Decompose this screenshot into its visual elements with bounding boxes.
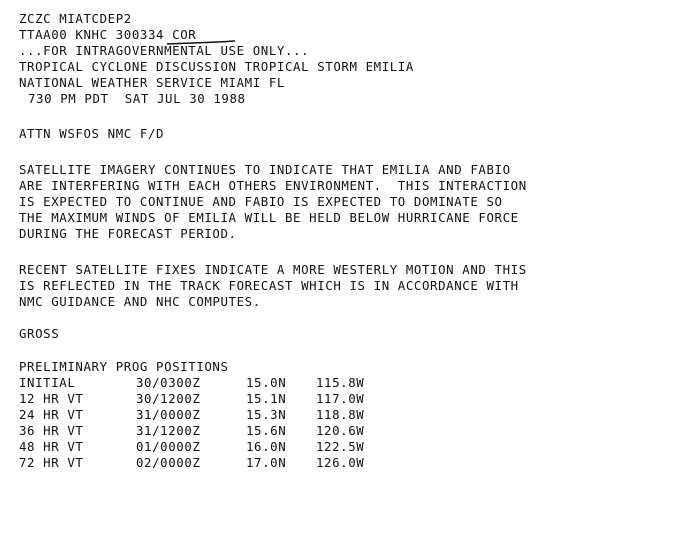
header-id-line	[19, 27, 196, 43]
forecast-longitude: 120.6W	[316, 423, 365, 438]
forecast-time: 30/1200Z	[136, 391, 201, 406]
forecast-time: 31/1200Z	[136, 423, 201, 438]
forecast-latitude: 15.3N	[246, 407, 287, 422]
forecast-time: 02/0000Z	[136, 455, 201, 470]
signature: GROSS	[19, 326, 60, 341]
forecast-longitude: 126.0W	[316, 455, 365, 470]
correction-mark	[172, 27, 196, 43]
forecast-label: 12 HR VT	[19, 391, 84, 406]
forecast-label: 72 HR VT	[19, 455, 84, 470]
forecast-time: 31/0000Z	[136, 407, 201, 422]
paragraph2-line: RECENT SATELLITE FIXES INDICATE A MORE WESTERLY MOTION AND THIS	[19, 262, 527, 277]
forecast-label: 48 HR VT	[19, 439, 84, 454]
header-routing-line: ZCZC MIATCDEP2	[19, 11, 132, 26]
positions-row	[19, 375, 365, 391]
forecast-label: INITIAL	[19, 375, 76, 390]
forecast-longitude: 118.8W	[316, 407, 365, 422]
positions-row	[19, 439, 365, 455]
forecast-time: 30/0300Z	[136, 375, 201, 390]
paragraph1-line: SATELLITE IMAGERY CONTINUES TO INDICATE THAT EMILIA AND FABIO	[19, 162, 511, 177]
paragraph2-line: NMC GUIDANCE AND NHC COMPUTES.	[19, 294, 261, 309]
paragraph1-line: THE MAXIMUM WINDS OF EMILIA WILL BE HELD BELOW HURRICANE FORCE	[19, 210, 519, 225]
forecast-latitude: 15.1N	[246, 391, 287, 406]
paragraph1-line: IS EXPECTED TO CONTINUE AND FABIO IS EXPECTED TO DOMINATE SO	[19, 194, 503, 209]
forecast-latitude: 17.0N	[246, 455, 287, 470]
header-issuer-line: NATIONAL WEATHER SERVICE MIAMI FL	[19, 75, 285, 90]
correction-label: COR	[172, 27, 197, 42]
positions-row	[19, 455, 365, 471]
forecast-time: 01/0000Z	[136, 439, 201, 454]
forecast-label: 24 HR VT	[19, 407, 84, 422]
forecast-latitude: 16.0N	[246, 439, 287, 454]
positions-row	[19, 423, 365, 439]
forecast-label: 36 HR VT	[19, 423, 84, 438]
attn-line: ATTN WSFOS NMC F/D	[19, 126, 165, 141]
positions-row	[19, 391, 365, 407]
forecast-latitude: 15.0N	[246, 375, 287, 390]
paragraph1-line: ARE INTERFERING WITH EACH OTHERS ENVIRONMENT. THIS INTERACTION	[19, 178, 527, 193]
positions-row	[19, 407, 365, 423]
paragraph1-line: DURING THE FORECAST PERIOD.	[19, 226, 237, 241]
positions-heading: PRELIMINARY PROG POSITIONS	[19, 359, 229, 374]
header-date-line: 730 PM PDT SAT JUL 30 1988	[28, 91, 246, 106]
forecast-longitude: 115.8W	[316, 375, 365, 390]
header-restriction-line: ...FOR INTRAGOVERNMENTAL USE ONLY...	[19, 43, 310, 58]
forecast-latitude: 15.6N	[246, 423, 287, 438]
header-id-text: TTAA00 KNHC 300334	[19, 27, 173, 42]
forecast-longitude: 117.0W	[316, 391, 365, 406]
forecast-longitude: 122.5W	[316, 439, 365, 454]
paragraph2-line: IS REFLECTED IN THE TRACK FORECAST WHICH IS IN ACCORDANCE WITH	[19, 278, 519, 293]
header-title-line: TROPICAL CYCLONE DISCUSSION TROPICAL STORM EMILIA	[19, 59, 414, 74]
